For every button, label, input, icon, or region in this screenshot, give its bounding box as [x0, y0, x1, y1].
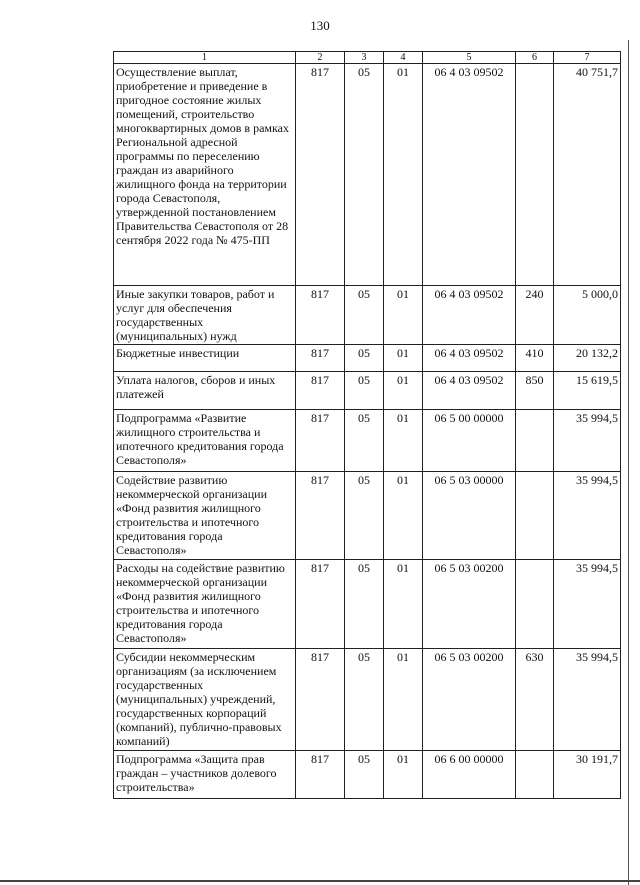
- item-name: Подпрограмма «Защита прав граждан – участников долевого строительства»: [114, 751, 296, 799]
- subsection-code: 01: [384, 472, 423, 560]
- column-number: 2: [296, 52, 345, 64]
- ministry-code: 817: [296, 751, 345, 799]
- table-row: [114, 286, 621, 345]
- ministry-code: 817: [296, 410, 345, 472]
- expense-type-code: [516, 472, 554, 560]
- ministry-code: 817: [296, 560, 345, 649]
- target-article-code: 06 4 03 09502: [423, 372, 516, 410]
- table-row: [114, 649, 621, 751]
- item-name: Субсидии некоммерческим организациям (за исключением государственных (муниципальных) учреждений, государственных корпораций (компаний), публично-правовых компаний): [114, 649, 296, 751]
- amount: 5 000,0: [554, 286, 621, 345]
- subsection-code: 01: [384, 345, 423, 372]
- section-code: 05: [345, 372, 384, 410]
- column-number: 5: [423, 52, 516, 64]
- ministry-code: 817: [296, 345, 345, 372]
- column-number: 3: [345, 52, 384, 64]
- column-number-row: [114, 52, 621, 64]
- section-code: 05: [345, 410, 384, 472]
- ministry-code: 817: [296, 649, 345, 751]
- expense-type-code: 630: [516, 649, 554, 751]
- item-name: Иные закупки товаров, работ и услуг для обеспечения государственных (муниципальных) нужд: [114, 286, 296, 345]
- amount: 35 994,5: [554, 560, 621, 649]
- table-row: [114, 410, 621, 472]
- column-number: 6: [516, 52, 554, 64]
- page-number: 130: [310, 18, 330, 33]
- target-article-code: 06 4 03 09502: [423, 286, 516, 345]
- ministry-code: 817: [296, 372, 345, 410]
- subsection-code: 01: [384, 410, 423, 472]
- table-row: [114, 64, 621, 286]
- target-article-code: 06 6 00 00000: [423, 751, 516, 799]
- section-code: 05: [345, 64, 384, 286]
- expense-type-code: 410: [516, 345, 554, 372]
- amount: 20 132,2: [554, 345, 621, 372]
- target-article-code: 06 5 03 00200: [423, 649, 516, 751]
- target-article-code: 06 5 00 00000: [423, 410, 516, 472]
- amount: 35 994,5: [554, 649, 621, 751]
- expense-type-code: 850: [516, 372, 554, 410]
- target-article-code: 06 4 03 09502: [423, 345, 516, 372]
- expense-type-code: [516, 560, 554, 649]
- column-number: 7: [554, 52, 621, 64]
- table-row: [114, 560, 621, 649]
- subsection-code: 01: [384, 560, 423, 649]
- table-row: [114, 751, 621, 799]
- ministry-code: 817: [296, 64, 345, 286]
- subsection-code: 01: [384, 286, 423, 345]
- target-article-code: 06 5 03 00200: [423, 560, 516, 649]
- amount: 30 191,7: [554, 751, 621, 799]
- table-row: [114, 345, 621, 372]
- item-name: Подпрограмма «Развитие жилищного строительства и ипотечного кредитования города Севастополя»: [114, 410, 296, 472]
- section-code: 05: [345, 472, 384, 560]
- expense-type-code: [516, 751, 554, 799]
- column-number: 4: [384, 52, 423, 64]
- target-article-code: 06 5 03 00000: [423, 472, 516, 560]
- table-row: [114, 472, 621, 560]
- subsection-code: 01: [384, 372, 423, 410]
- ministry-code: 817: [296, 472, 345, 560]
- scan-edge-right: [628, 40, 629, 885]
- target-article-code: 06 4 03 09502: [423, 64, 516, 286]
- item-name: Бюджетные инвестиции: [114, 345, 296, 372]
- section-code: 05: [345, 649, 384, 751]
- scan-edge-bottom: [0, 880, 640, 882]
- item-name: Уплата налогов, сборов и иных платежей: [114, 372, 296, 410]
- amount: 35 994,5: [554, 410, 621, 472]
- subsection-code: 01: [384, 751, 423, 799]
- section-code: 05: [345, 560, 384, 649]
- section-code: 05: [345, 286, 384, 345]
- item-name: Осуществление выплат, приобретение и приведение в пригодное состояние жилых помещений, строительство многоквартирных домов в рамках Региональной адресной программы по переселению граждан из аварийного жилищного фонда на территории города Севастополя, утвержденной постановлением Правительства Севастополя от 28 сентября 2022 года № 475-ПП: [114, 64, 296, 286]
- amount: 35 994,5: [554, 472, 621, 560]
- expense-type-code: 240: [516, 286, 554, 345]
- amount: 15 619,5: [554, 372, 621, 410]
- column-number: 1: [114, 52, 296, 64]
- table-row: [114, 372, 621, 410]
- subsection-code: 01: [384, 64, 423, 286]
- item-name: Содействие развитию некоммерческой организации «Фонд развития жилищного строительства и ипотечного кредитования города Севастополя»: [114, 472, 296, 560]
- budget-table: [113, 51, 621, 799]
- section-code: 05: [345, 751, 384, 799]
- section-code: 05: [345, 345, 384, 372]
- expense-type-code: [516, 410, 554, 472]
- expense-type-code: [516, 64, 554, 286]
- item-name: Расходы на содействие развитию некоммерческой организации «Фонд развития жилищного строительства и ипотечного кредитования города Севастополя»: [114, 560, 296, 649]
- amount: 40 751,7: [554, 64, 621, 286]
- ministry-code: 817: [296, 286, 345, 345]
- subsection-code: 01: [384, 649, 423, 751]
